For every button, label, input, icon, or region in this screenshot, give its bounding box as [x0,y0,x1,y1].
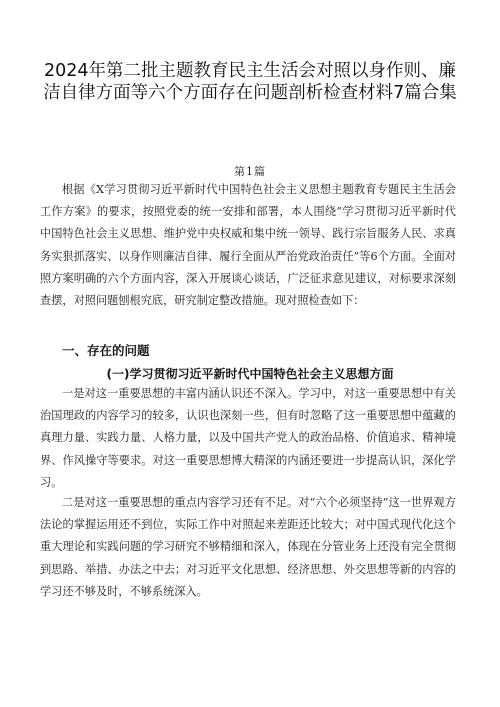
chapter-label: 第1篇 [234,165,266,178]
section-heading: 一、存在的问题 [62,343,150,358]
subsection-heading: (一)学习贯彻习近平新时代中国特色社会主义思想方面 [106,367,394,381]
paragraph-2: 二是对这一重要思想的重点内容学习还有不足。对“六个必须坚持”这一世界观方法论的掌握运用还不到位，实际工作中对照起来差距还比较大；对中国式现代化这个重大理论和实践问题的学习研究不够精细和深入，体现在分管业务上还没有完全贯彻到思路、举措、办法之中去；对习近平文化思想、经济思想、外交思想等新的内容的学习还不够及时，不够系统深入。 [40,496,456,598]
paragraph-1: 一是对这一重要思想的丰富内涵认识还不深入。学习中，对这一重要思想中有关治国理政的内容学习的较多，认识也深刻一些，但有时忽略了这一重要思想中蕴藏的真理力量、实践力量、人格力量，以及中国共产党人的政治品格、价值追求、精神境界、作风操守等要求。对这一重要思想博大精深的内涵还要进一步提高认识，深化学习。 [40,387,456,489]
intro-paragraph: 根据《X学习贯彻习近平新时代中国特色社会主义思想主题教育专题民主生活会工作方案》的要求，按照党委的统一安排和部署，本人围绕“学习贯彻习近平新时代中国特色社会主义思想、维护党中央权威和集中统一领导、践行宗旨服务人民、求真务实狠抓落实、以身作则廉洁自律、履行全面从严治党政治责任”等6个方面。全面对照方案明确的六个方面内容，深入开展谈心谈话，广泛征求意见建议，对标要求深刻查摆，对照问题刨根究底，研究制定整改措施。现对照检查如下： [40,183,456,308]
document-title: 2024年第二批主题教育民主生活会对照以身作则、廉洁自律方面等六个方面存在问题剖析检查材料7篇合集 [43,61,457,103]
